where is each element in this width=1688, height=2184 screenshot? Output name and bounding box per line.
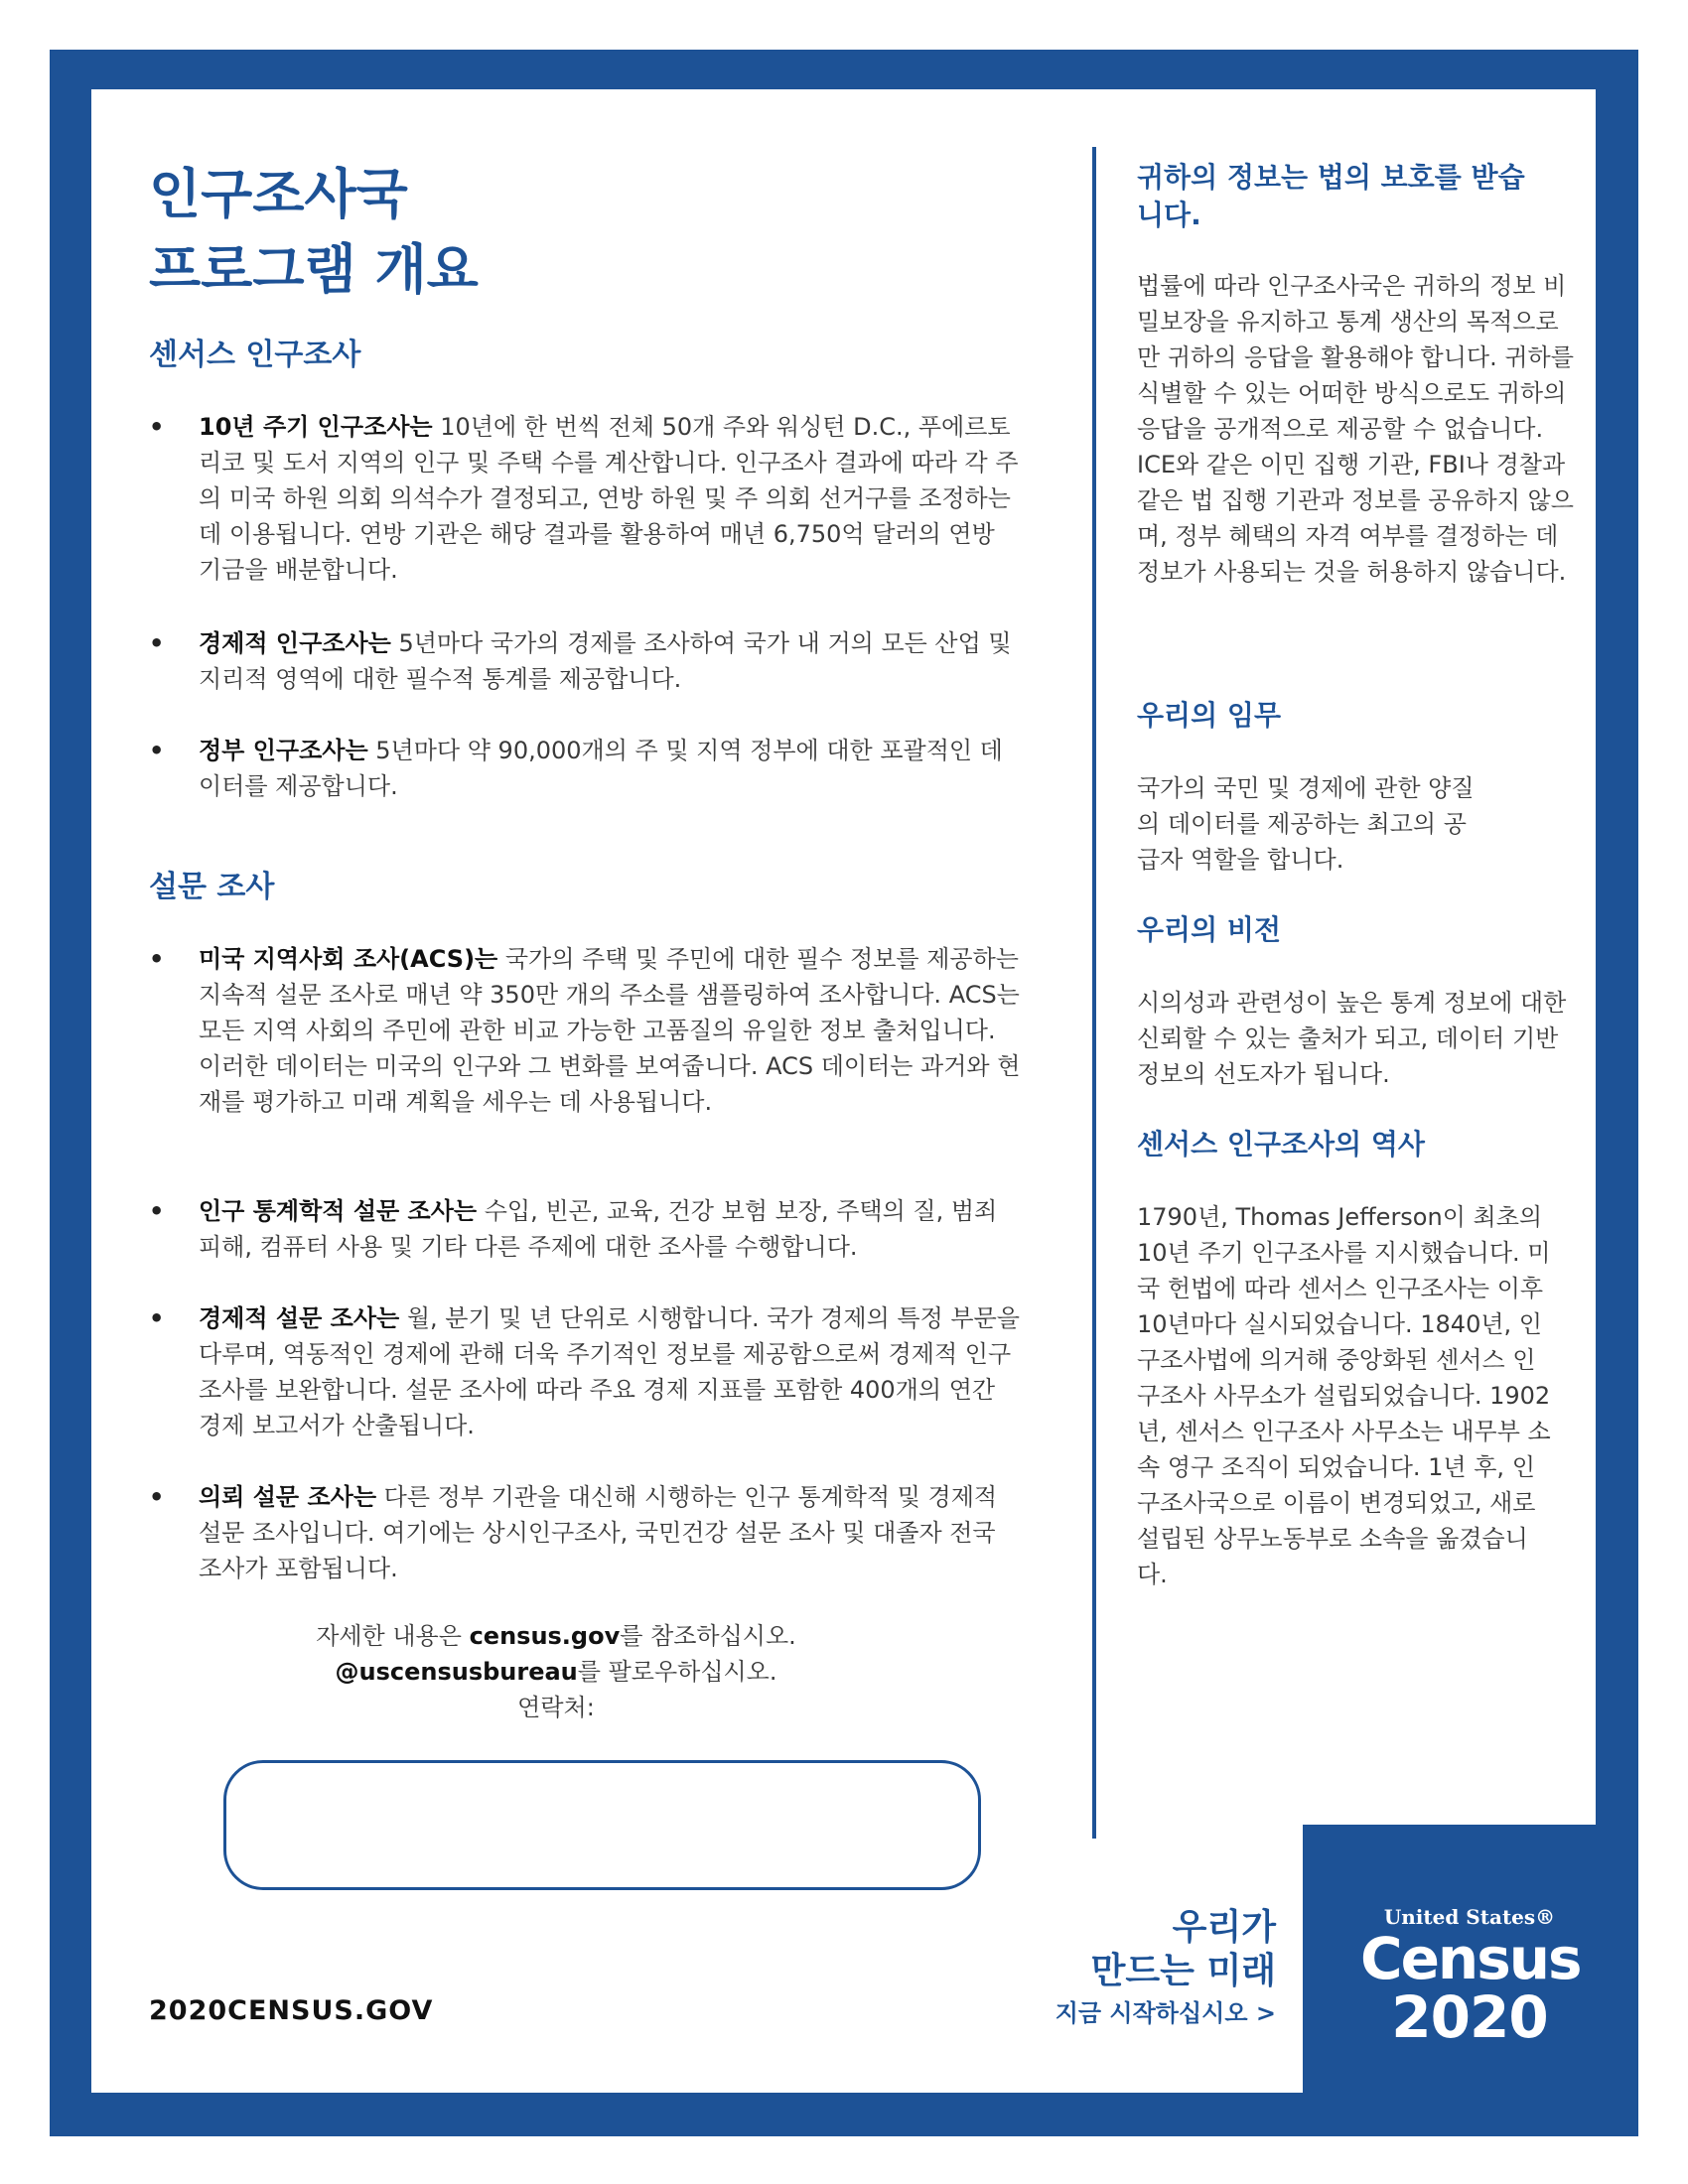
column-divider — [1092, 147, 1096, 1839]
survey-heading: 설문 조사 — [149, 870, 275, 904]
item-lead: 경제적 인구조사는 — [199, 629, 391, 657]
tagline — [1043, 1906, 1276, 2033]
item-body: 국가의 주택 및 주민에 대한 필수 정보를 제공하는 지속적 설문 조사로 매년 약 350만 개의 주소를 샘플링하여 조사합니다. ACS는 모든 지역 사회의 주민에 관한 비교 가능한 고품질의 유일한 정보 출처입니다. 이러한 데이터는 미국의 인구와 그 변화를 보여줍니다. ACS 데이터는 과거와 현재를 평가하고 미래 계획을 세우는 데 사용됩니다. — [199, 945, 1021, 1116]
history-heading: 센서스 인구조사의 역사 — [1137, 1128, 1425, 1160]
item-body: 5년마다 약 90,000개의 주 및 지역 정부에 대한 포괄적인 데이터를 제공합니다. — [199, 737, 1003, 800]
social-handle-link[interactable]: @uscensusbureau — [335, 1658, 578, 1686]
history-body: 1790년, Thomas Jefferson이 최초의 10년 주기 인구조사를 지시했습니다. 미국 헌법에 따라 센서스 인구조사는 이후 10년마다 실시되었습니다. 1840년, 인구조사법에 의거해 중앙화된 센서스 인구조사 사무소가 설립되었습니다. 1902년, 센서스 인구조사 사무소는 내무부 소속 영구 조직이 되었습니다. 1년 후, 인구조사국으로 이름이 변경되었고, 새로 설립된 상무노동부로 소속을 옮겼습니다. — [1137, 1203, 1551, 1588]
page-title-line2: 프로그램 개요 — [149, 238, 479, 301]
list-item — [149, 941, 1023, 1120]
contact-text: 를 팔로우하십시오. — [577, 1658, 777, 1686]
bullet-icon: • — [149, 945, 165, 973]
vision-heading: 우리의 비전 — [1137, 913, 1281, 946]
list-item — [149, 625, 1023, 697]
logo-year: 2020 — [1391, 1983, 1548, 2051]
logo-word: Census — [1360, 1925, 1581, 1992]
tagline-line2: 만드는 미래 — [1090, 1951, 1276, 1991]
list-item — [149, 409, 1023, 588]
census-gov-link[interactable]: census.gov — [469, 1622, 621, 1650]
logo-top-text: United States® — [1383, 1905, 1556, 1929]
item-body: 다른 정부 기관을 대신해 시행하는 인구 통계학적 및 경제적 설문 조사입니다. 여기에는 상시인구조사, 국민건강 설문 조사 및 대졸자 전국 조사가 포함됩니다. — [199, 1483, 998, 1582]
item-body: 5년마다 국가의 경제를 조사하여 국가 내 거의 모든 산업 및 지리적 영역에 대한 필수적 통계를 제공합니다. — [199, 629, 1012, 693]
bullet-icon: • — [149, 1483, 165, 1511]
item-body: 10년에 한 번씩 전체 50개 주와 워싱턴 D.C., 푸에르토리코 및 도서 지역의 인구 및 주택 수를 계산합니다. 인구조사 결과에 따라 각 주의 미국 하원 의회 의석수가 결정되고, 연방 하원 및 주 의회 선거구를 조정하는 데 이용됩니다. 연방 기관은 해당 결과를 활용하여 매년 6,750억 달러의 연방 기금을 배분합니다. — [199, 413, 1019, 584]
vision-body: 시의성과 관련성이 높은 통계 정보에 대한 신뢰할 수 있는 출처가 되고, 데이터 기반 정보의 선도자가 됩니다. — [1137, 989, 1567, 1088]
item-lead: 경제적 설문 조사는 — [199, 1304, 400, 1332]
bullet-icon: • — [149, 1197, 165, 1225]
bullet-icon: • — [149, 1304, 165, 1332]
protect-body: 법률에 따라 인구조사국은 귀하의 정보 비밀보장을 유지하고 통계 생산의 목적으로만 귀하의 응답을 활용해야 합니다. 귀하를 식별할 수 있는 어떠한 방식으로도 귀하의 응답을 공개적으로 제공할 수 없습니다. ICE와 같은 이민 집행 기관, FBI나 경찰과 같은 법 집행 기관과 정보를 공유하지 않으며, 정부 혜택의 자격 여부를 결정하는 데 정보가 사용되는 것을 허용하지 않습니다. — [1137, 272, 1574, 586]
contact-text: 자세한 내용은 — [316, 1622, 470, 1650]
mission-heading: 우리의 임무 — [1137, 699, 1281, 732]
protect-heading: 귀하의 정보는 법의 보호를 받습니다. — [1137, 161, 1525, 231]
contact-label: 연락처: — [517, 1694, 595, 1721]
tagline-line1: 우리가 — [1172, 1907, 1276, 1948]
contact-box — [223, 1760, 981, 1890]
item-lead: 의뢰 설문 조사는 — [199, 1483, 376, 1511]
contact-text: 를 참조하십시오. — [620, 1622, 796, 1650]
list-item — [149, 1193, 1023, 1265]
item-lead: 10년 주기 인구조사는 — [199, 413, 433, 441]
item-lead: 인구 통계학적 설문 조사는 — [199, 1197, 478, 1225]
mission-body: 국가의 국민 및 경제에 관한 양질의 데이터를 제공하는 최고의 공급자 역할을 합니다. — [1137, 774, 1475, 874]
census-2020-logo — [1360, 1904, 1581, 2051]
bullet-icon: • — [149, 629, 165, 657]
start-now-link[interactable]: 지금 시작하십시오 > — [1055, 1999, 1276, 2027]
bullet-icon: • — [149, 413, 165, 441]
list-item — [149, 733, 1023, 804]
bullet-icon: • — [149, 737, 165, 764]
page-title-line1: 인구조사국 — [149, 163, 408, 225]
census-heading: 센서스 인구조사 — [149, 338, 361, 372]
item-body: 수입, 빈곤, 교육, 건강 보험 보장, 주택의 질, 범죄 피해, 컴퓨터 사용 및 기타 다른 주제에 대한 조사를 수행합니다. — [199, 1197, 998, 1261]
list-item — [149, 1479, 1023, 1586]
contact-info — [298, 1618, 814, 1725]
item-body: 월, 분기 및 년 단위로 시행합니다. 국가 경제의 특정 부문을 다루며, 역동적인 경제에 관해 더욱 주기적인 정보를 제공함으로써 경제적 인구조사를 보완합니다. 설문 조사에 따라 주요 경제 지표를 포함한 400개의 연간 경제 보고서가 산출됩니다. — [199, 1304, 1020, 1439]
list-item — [149, 1300, 1023, 1443]
item-lead: 정부 인구조사는 — [199, 737, 368, 764]
item-lead: 미국 지역사회 조사(ACS)는 — [199, 945, 498, 973]
footer-url[interactable]: 2020CENSUS.GOV — [149, 1995, 434, 2026]
page-title — [149, 157, 479, 308]
